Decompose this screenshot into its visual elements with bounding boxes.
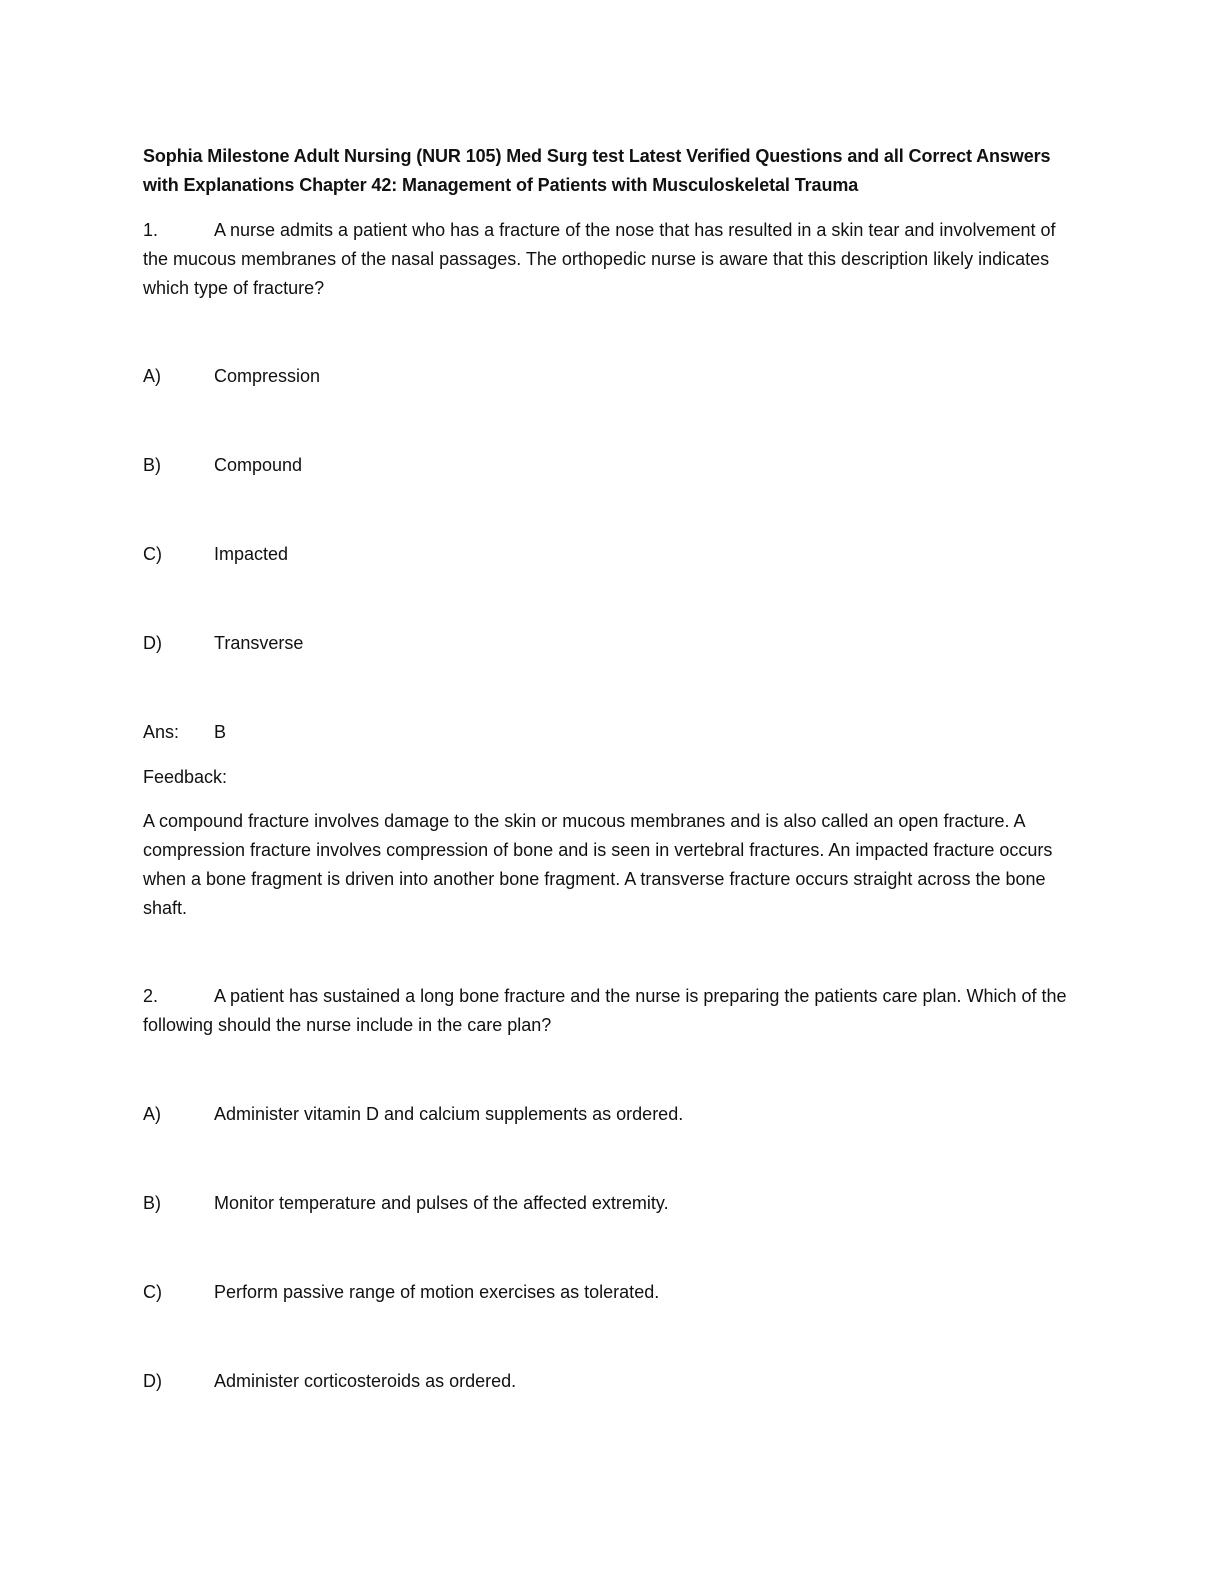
option-text: Compound — [214, 455, 303, 475]
question-1-option-d — [143, 629, 303, 658]
option-text: Impacted — [214, 544, 289, 564]
question-1-feedback: A compound fracture involves damage to the skin or mucous membranes and is also called an open fracture. A compression fracture involves compression of bone and is seen in vertebral fractures. An impacted fracture occurs when a bone fragment is driven into another bone fragment. A transverse fracture occurs straight across the bone shaft. — [143, 811, 1053, 918]
question-1-feedback-label: Feedback: — [143, 767, 228, 787]
option-text: Transverse — [214, 633, 304, 653]
question-1-stem-block — [143, 216, 1073, 303]
option-text: Administer corticosteroids as ordered. — [214, 1371, 517, 1391]
question-2-number: 2. — [143, 986, 159, 1006]
question-1-stem: A nurse admits a patient who has a fracture of the nose that has resulted in a skin tear and involvement of the mucous membranes of the nasal passages. The orthopedic nurse is aware that this description likely indicates which type of fracture? — [143, 220, 1056, 298]
option-letter: A) — [143, 366, 161, 386]
option-letter: B) — [143, 1193, 161, 1213]
question-1-option-a — [143, 362, 320, 391]
option-letter: C) — [143, 544, 162, 564]
question-2-option-d — [143, 1367, 516, 1396]
question-2-stem-block — [143, 982, 1073, 1040]
answer-label: Ans: — [143, 722, 180, 742]
option-letter: D) — [143, 633, 162, 653]
question-2-option-c — [143, 1278, 659, 1307]
question-2-option-b — [143, 1189, 669, 1218]
option-letter: A) — [143, 1104, 161, 1124]
question-1-answer — [143, 718, 226, 747]
option-text: Compression — [214, 366, 321, 386]
question-2-option-a — [143, 1100, 683, 1129]
option-letter: D) — [143, 1371, 162, 1391]
option-letter: C) — [143, 1282, 162, 1302]
answer-value: B — [214, 722, 227, 742]
question-2-stem: A patient has sustained a long bone fracture and the nurse is preparing the patients care plan. Which of the following should the nurse include in the care plan? — [143, 986, 1067, 1035]
question-1-option-b — [143, 451, 302, 480]
option-text: Administer vitamin D and calcium supplements as ordered. — [214, 1104, 684, 1124]
option-letter: B) — [143, 455, 161, 475]
option-text: Monitor temperature and pulses of the affected extremity. — [214, 1193, 669, 1213]
question-1-number: 1. — [143, 220, 159, 240]
question-1-option-c — [143, 540, 288, 569]
option-text: Perform passive range of motion exercises as tolerated. — [214, 1282, 660, 1302]
document-title: Sophia Milestone Adult Nursing (NUR 105) Med Surg test Latest Verified Questions and all Correct Answers with Explanations Chapter 42: Management of Patients with Musculoskeletal Trauma — [143, 146, 1051, 195]
